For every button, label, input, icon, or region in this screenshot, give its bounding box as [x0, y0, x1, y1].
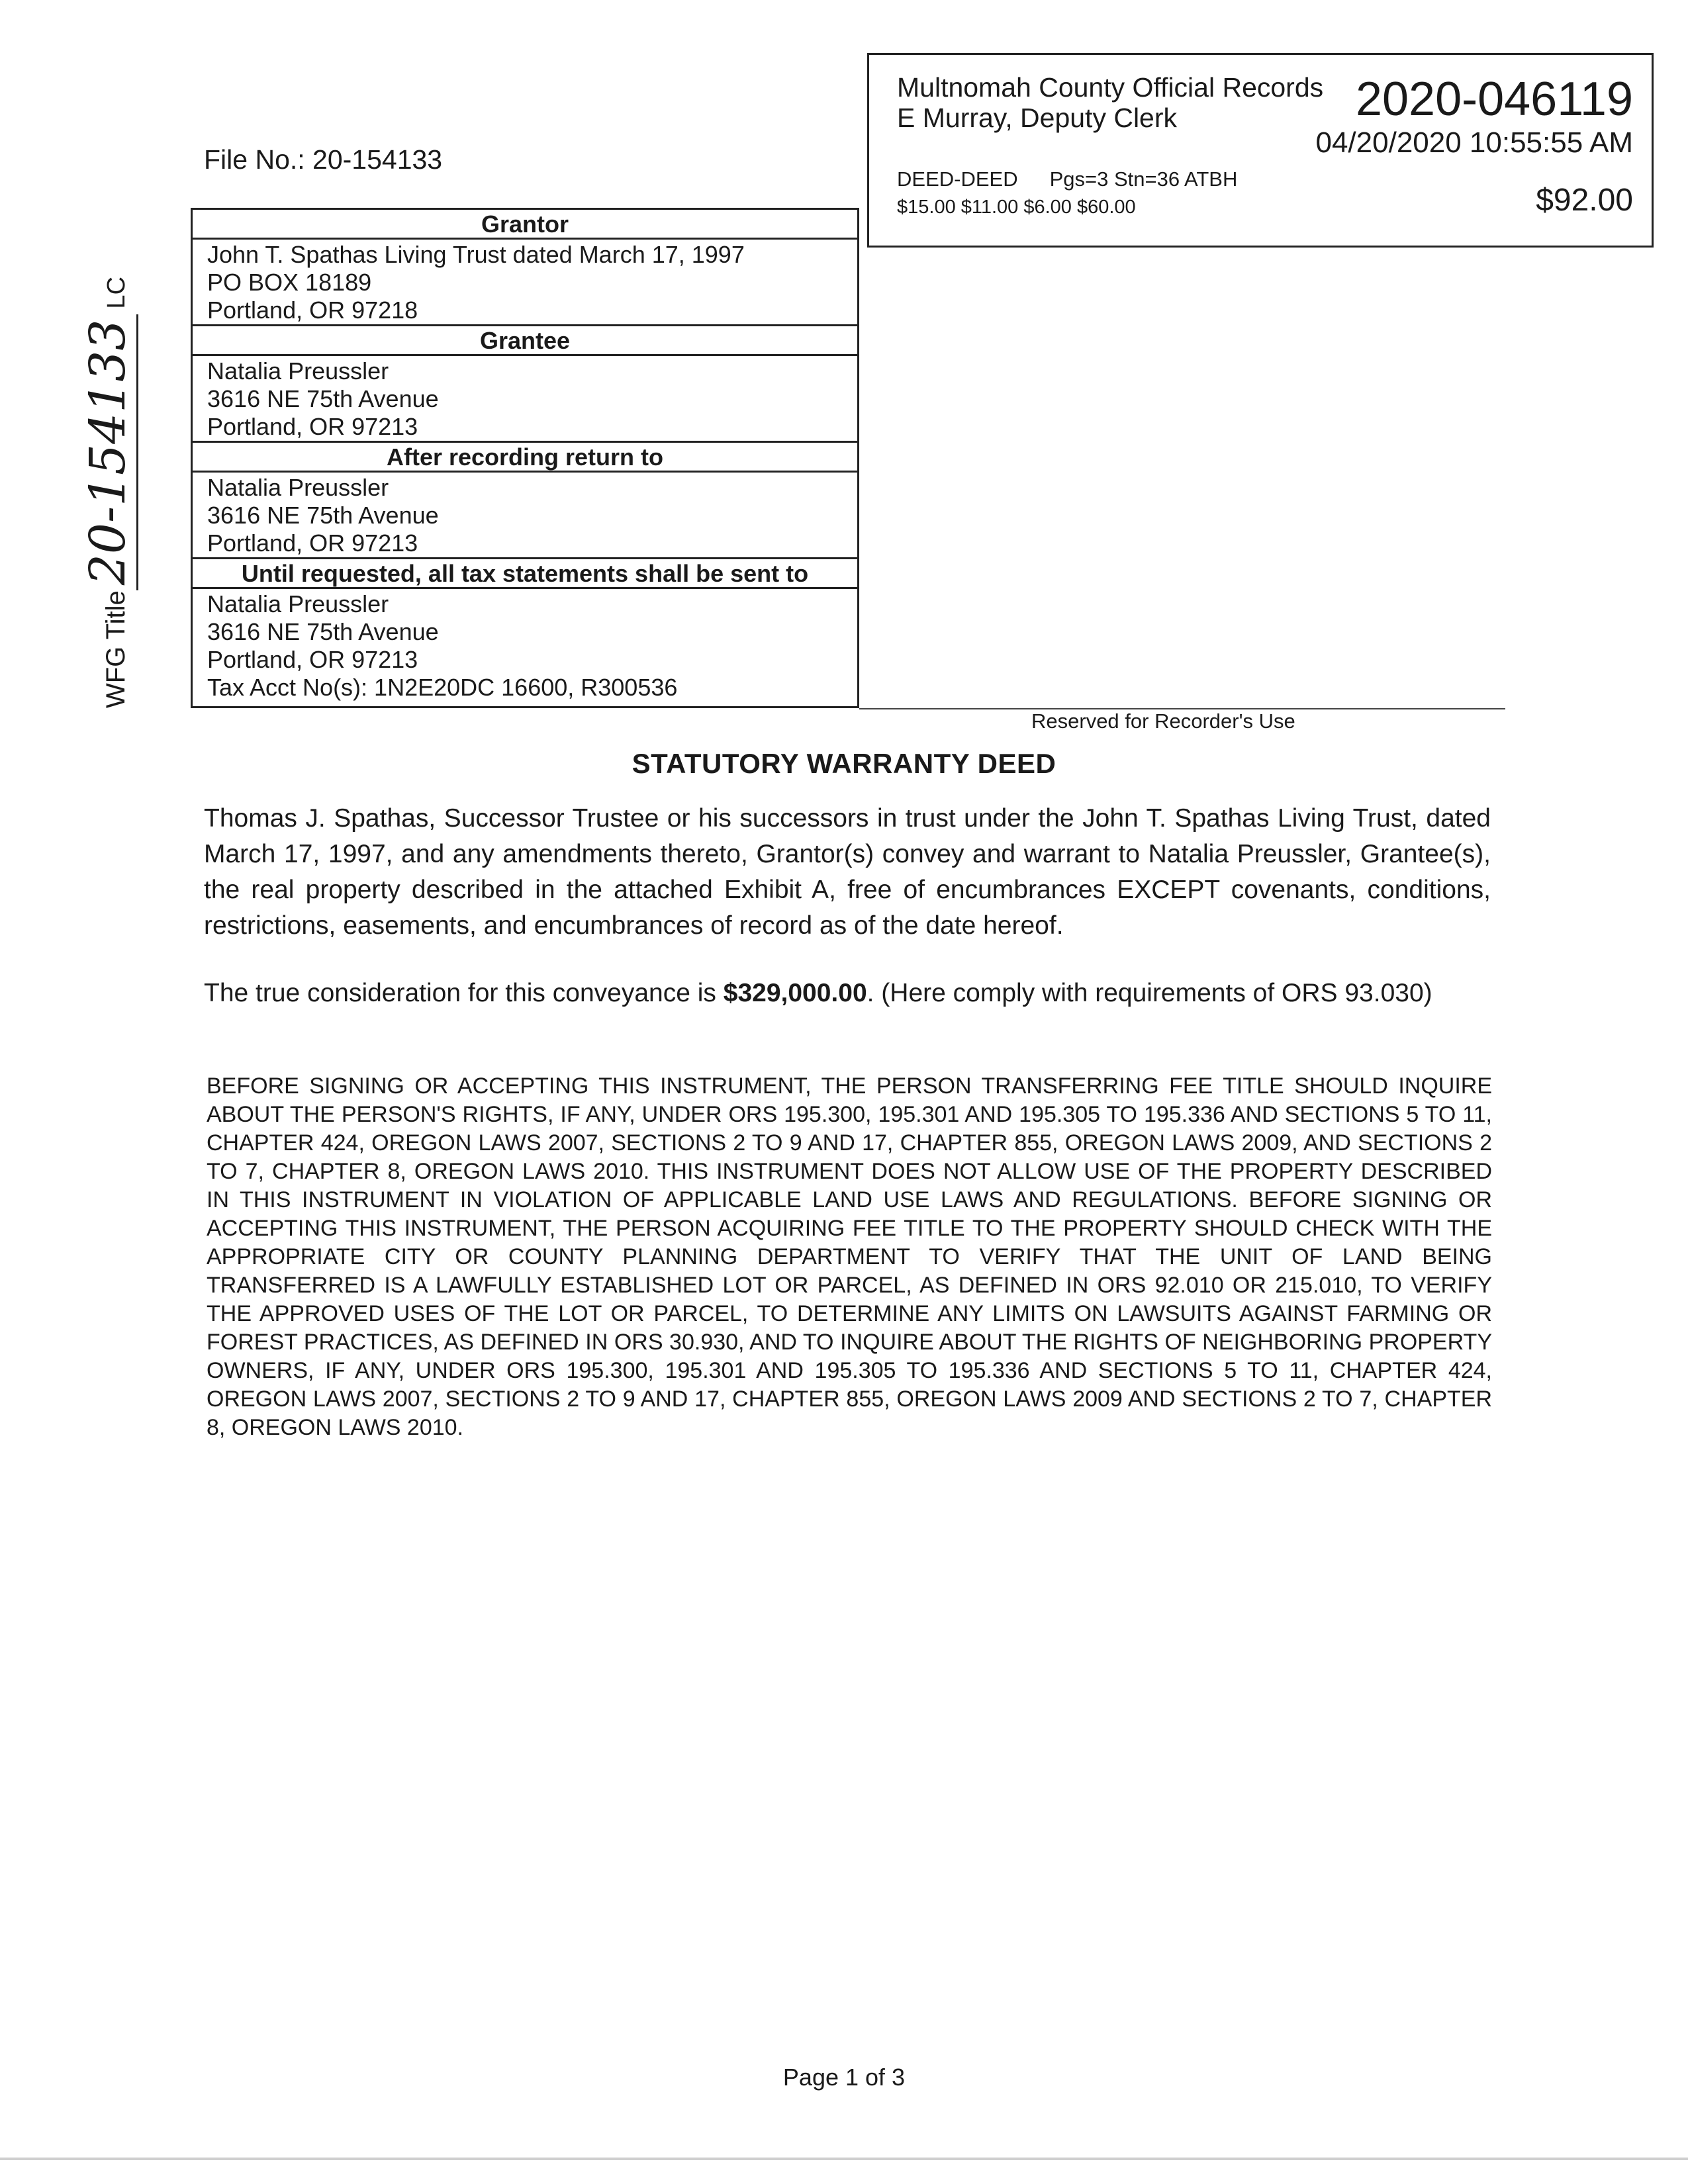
party-table: [191, 208, 859, 708]
stamp-clerk: E Murray, Deputy Clerk: [897, 103, 1178, 133]
consideration-amount: $329,000.00: [723, 979, 867, 1007]
page-number: Page 1 of 3: [782, 2064, 906, 2091]
consideration-prefix: The true consideration for this conveyance is: [204, 979, 724, 1007]
document-title: STATUTORY WARRANTY DEED: [632, 748, 1056, 779]
file-number: File No.: 20-154133: [204, 144, 443, 175]
return-to-line: Natalia Preussler: [207, 474, 389, 501]
return-to-heading: After recording return to: [193, 441, 857, 473]
stamp-datetime: 04/20/2020 10:55:55 AM: [1315, 126, 1633, 159]
reserved-label: Reserved for Recorder's Use: [1031, 709, 1295, 733]
grantee-line: 3616 NE 75th Avenue: [207, 385, 439, 412]
tax-statements-line: 3616 NE 75th Avenue: [207, 618, 439, 645]
stamp-county: Multnomah County Official Records: [897, 72, 1324, 103]
scan-edge-rule: [0, 2158, 1688, 2160]
conveyance-paragraph: Thomas J. Spathas, Successor Trustee or his successors in trust under the John T. Spathas Living Trust, dated March 17, 1997, and any amendments thereto, Grantor(s) convey and warrant to Natalia Preussler, Grantee(s), the real property described in the attached Exhibit A, free of encumbrances EXCEPT covenants, conditions, restrictions, easements, and encumbrances of record as of the date hereof.: [204, 804, 1491, 940]
grantor-heading: Grantor: [193, 208, 857, 240]
tax-statements-heading: Until requested, all tax statements shall be sent to: [193, 557, 857, 589]
stamp-doc-line: [897, 167, 1237, 191]
grantee-line: Natalia Preussler: [207, 357, 389, 385]
tax-account-line: Tax Acct No(s): 1N2E20DC 16600, R300536: [207, 674, 678, 701]
stamp-doc-type: DEED-DEED: [897, 167, 1018, 191]
tax-statements-line: Portland, OR 97213: [207, 646, 418, 673]
legal-notice: BEFORE SIGNING OR ACCEPTING THIS INSTRUMENT, THE PERSON TRANSFERRING FEE TITLE SHOULD INQUIRE ABOUT THE PERSON'S RIGHTS, IF ANY, UNDER ORS 195.300, 195.301 AND 195.305 TO 195.336 AND SECTIONS 5 TO 11, CHAPTER 424, OREGON LAWS 2007, SECTIONS 2 TO 9 AND 17, CHAPTER 855, OREGON LAWS 2009, AND SECTIONS 2 TO 7, CHAPTER 8, OREGON LAWS 2010. THIS INSTRUMENT DOES NOT ALLOW USE OF THE PROPERTY DESCRIBED IN THIS INSTRUMENT IN VIOLATION OF APPLICABLE LAND USE LAWS AND REGULATIONS. BEFORE SIGNING OR ACCEPTING THIS INSTRUMENT, THE PERSON ACQUIRING FEE TITLE TO THE PROPERTY SHOULD CHECK WITH THE APPROPRIATE CITY OR COUNTY PLANNING DEPARTMENT TO VERIFY THAT THE UNIT OF LAND BEING TRANSFERRED IS A LAWFULLY ESTABLISHED LOT OR PARCEL, AS DEFINED IN ORS 92.010 OR 215.010, TO VERIFY THE APPROVED USES OF THE LOT OR PARCEL, TO DETERMINE ANY LIMITS ON LAWSUITS AGAINST FARMING OR FOREST PRACTICES, AS DEFINED IN ORS 30.930, AND TO INQUIRE ABOUT THE RIGHTS OF NEIGHBORING PROPERTY OWNERS, IF ANY, UNDER ORS 195.300, 195.301 AND 195.305 TO 195.336 AND SECTIONS 5 TO 11, CHAPTER 424, OREGON LAWS 2007, SECTIONS 2 TO 9 AND 17, CHAPTER 855, OREGON LAWS 2009 AND SECTIONS 2 TO 7, CHAPTER 8, OREGON LAWS 2010.: [207, 1073, 1492, 1440]
grantor-line: PO BOX 18189: [207, 269, 372, 296]
tax-statements-line: Natalia Preussler: [207, 590, 389, 617]
stamp-fees: $15.00 $11.00 $6.00 $60.00: [897, 197, 1136, 218]
grantor-line: Portland, OR 97218: [207, 296, 418, 324]
handwritten-file-number: 20-154133: [79, 314, 138, 591]
side-annotation-prefix: WFG Title: [101, 590, 130, 708]
grantee-line: Portland, OR 97213: [207, 413, 418, 440]
return-to-line: 3616 NE 75th Avenue: [207, 502, 439, 529]
table-bottom-rule: [193, 706, 857, 708]
side-annotation-suffix: LC: [103, 276, 130, 309]
recorder-stamp: [867, 53, 1654, 248]
grantor-line: John T. Spathas Living Trust dated March 17, 1997: [207, 241, 745, 268]
side-annotation: [79, 277, 136, 708]
stamp-total: $92.00: [1536, 183, 1633, 218]
stamp-pages: Pgs=3 Stn=36 ATBH: [1049, 167, 1238, 191]
return-to-line: Portland, OR 97213: [207, 529, 418, 557]
grantee-heading: Grantee: [193, 324, 857, 356]
consideration-paragraph: [204, 976, 1491, 1011]
consideration-suffix: . (Here comply with requirements of ORS 93.030): [867, 979, 1432, 1007]
stamp-record-number: 2020-046119: [1355, 73, 1633, 126]
